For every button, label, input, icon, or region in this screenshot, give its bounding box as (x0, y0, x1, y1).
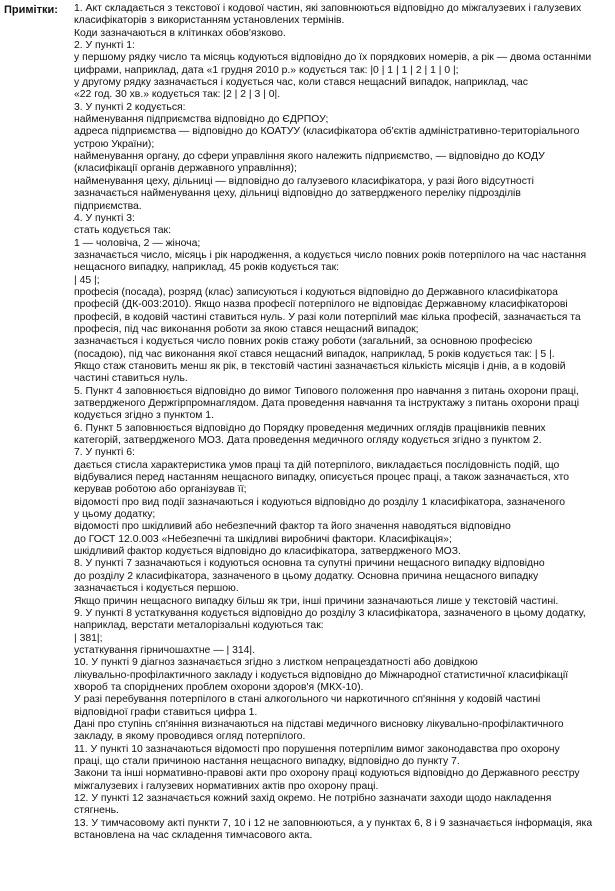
note-line: адреса підприємства — відповідно до КОАТУУ (класифікатора об'єктів адміністративно-територіального (74, 126, 580, 138)
note-line: (класифікації органів державного управління); (74, 163, 297, 175)
note-line: у другому рядку зазначається і кодується час, коли стався нещасний випадок, наприклад, час (74, 77, 528, 89)
note-line: | 45 |; (74, 274, 100, 286)
note-line: керував роботою або організував її; (74, 484, 247, 496)
note-line: стягнень. (74, 805, 119, 817)
note-line: відомості про шкідливий або небезпечний фактор та його значення наводяться відповідно (74, 521, 511, 533)
note-line: встановлена на час складення тимчасового акта. (74, 830, 313, 842)
note-line: нещасного випадку, наприклад, 45 років кодується так: (74, 262, 340, 274)
note-line: шкідливий фактор кодується відповідно до класифікатора, затвердженого МОЗ. (74, 546, 461, 558)
note-line: 10. У пункті 9 діагноз зазначається згідно з листком непрацездатності або довідкою (74, 657, 478, 669)
note-line: частині ставиться нуль. (74, 373, 188, 385)
note-line: устрою України); (74, 138, 155, 150)
note-line: | 381|; (74, 632, 103, 644)
note-line: відповідної графи ставиться цифра 1. (74, 706, 258, 718)
note-line: лікувально-профілактичного закладу і кодується відповідно до Міжнародної статистичної класифікації (74, 669, 569, 681)
note-line: професій, в кодовій частині ставиться нуль. У разі коли потерпілий має кілька професій, зазначається та (74, 311, 581, 323)
note-line: зазначається і кодується першою. (74, 583, 239, 595)
note-line: 8. У пункті 7 зазначаються і кодуються основна та супутні причини нещасного випадку відповідно (74, 558, 545, 570)
note-line: до ГОСТ 12.0.003 «Небезпечні та шкідливі виробничі фактори. Класифікація»; (74, 533, 452, 545)
note-line: класифікаторів з використанням установлених термінів. (74, 15, 345, 27)
note-line: підприємства. (74, 200, 142, 212)
note-line: 5. Пункт 4 заповнюється відповідно до вимог Типового положення про навчання з питань охорони праці, (74, 385, 579, 397)
note-line: 6. Пункт 5 заповнюється відповідно до Порядку проведення медичних оглядів працівників певних (74, 422, 546, 434)
note-line: 9. У пункті 8 устаткування кодується відповідно до розділу 3 класифікатора, зазначеного в цьому додатку, (74, 607, 586, 619)
note-line: професій (ДК-003:2010). Якщо назва професії потерпілого не відповідає Державному класифікаторові (74, 299, 568, 311)
note-line: до розділу 2 класифікатора, зазначеного в цьому додатку. Основна причина нещасного випадку (74, 570, 539, 582)
note-line: кодується згідно з пунктом 1. (74, 410, 214, 422)
note-line: «22 год. 30 хв.» кодується так: |2 | 2 | 3 | 0|. (74, 89, 281, 101)
note-line: (посадою), під час виконання якої стався нещасний випадок, наприклад, 5 років кодується так: | 5 |. (74, 348, 555, 360)
note-line: хвороб та споріднених проблем охорони здоров'я (МКХ-10). (74, 681, 364, 693)
note-line: цифрами, наприклад, дата «1 грудня 2010 р.» кодується так: |0 | 1 | 1 | 2 | 1 | 0 |; (74, 64, 459, 76)
notes-label: Примітки: (4, 4, 58, 16)
note-line: 11. У пункті 10 зазначаються відомості про порушення потерпілим вимог законодавства про охорону (74, 743, 560, 755)
note-line: відбувалися перед настанням нещасного випадку, описується процес праці, а також зазначається, хто (74, 472, 570, 484)
note-line: 3. У пункті 2 кодується: (74, 101, 186, 113)
note-line: 2. У пункті 1: (74, 40, 135, 52)
note-line: У разі перебування потерпілого в стані алкогольного чи наркотичного сп'яніння у кодовій частині (74, 694, 541, 706)
note-line: відомості про вид події зазначаються і кодуються відповідно до розділу 1 класифікатора, зазначеного (74, 496, 566, 508)
note-line: зазначається число, місяць і рік народження, а кодується число повних років потерпілого на час настання (74, 249, 587, 261)
note-line: 1 — чоловіча, 2 — жіноча; (74, 237, 201, 249)
note-line: закладу, в якому проводився огляд потерпілого. (74, 731, 306, 743)
note-line: Дані про ступінь сп'яніння визначаються на підставі медичного висновку лікувально-профілактичного (74, 718, 564, 730)
note-line: стать кодується так: (74, 225, 171, 237)
note-line: міжгалузевих і галузевих нормативних актів про охорону праці. (74, 780, 379, 792)
notes-body (74, 3, 612, 842)
note-line: у першому рядку число та місяць кодуються відповідно до їх порядкових номерів, а рік — двома останніми (74, 52, 592, 64)
note-line: професія, під час виконання роботи за якою стався нещасний випадок; (74, 323, 419, 335)
note-line: устаткування гірничошахтне — | 314|. (74, 644, 256, 656)
note-line: найменування підприємства відповідно до ЄДРПОУ; (74, 114, 329, 126)
note-line: 7. У пункті 6: (74, 447, 135, 459)
note-line: Коди зазначаються в клітинках обов'язково. (74, 27, 286, 39)
note-line: праці, що стали причиною настання нещасного випадку, відповідно до пункту 7. (74, 755, 460, 767)
note-line: найменування цеху, дільниці — відповідно до галузевого класифікатора, у разі його відсутності (74, 175, 534, 187)
note-line: зазначається і кодується число повних років стажу роботи (загальний, за основною професією (74, 336, 533, 348)
note-line: професія (посада), розряд (клас) записуються і кодуються відповідно до Державного класифікатора (74, 286, 558, 298)
note-line: зазначається найменування цеху, дільниці відповідно до затвердженого переліку підрозділів (74, 188, 521, 200)
note-line: Закони та інші нормативно-правові акти про охорону праці кодуються відповідно до Державного реєстру (74, 768, 580, 780)
note-line: 12. У пункті 12 зазначається кожний захід окремо. Не потрібно зазначати заходи щодо накладення (74, 793, 552, 804)
note-line: затвердженого Держгірпромнаглядом. Дата проведення навчання та інструктажу з питань охорони праці (74, 398, 580, 409)
note-line: 1. Акт складається з текстової і кодової частин, які заповнюються відповідно до міжгалузевих і галузевих (74, 3, 582, 14)
note-line: дається стисла характеристика умов праці та дій потерпілого, викладається послідовність подій, що (74, 459, 560, 471)
note-line: у цьому додатку; (74, 509, 156, 521)
note-line: 13. У тимчасовому акті пункти 7, 10 і 12 не заповнюються, а у пунктах 6, 8 і 9 зазначається інформація, яка (74, 817, 593, 829)
note-line: Якщо стаж становить менш як рік, в текстовій частині зазначається кількість місяців і днів, а в кодовій (74, 360, 566, 372)
note-line: 4. У пункті 3: (74, 212, 135, 224)
note-line: наприклад, верстати металорізальні кодуються так: (74, 620, 324, 632)
note-line: Якщо причин нещасного випадку більш як три, інші причини зазначаються лише у текстовій частині. (74, 595, 559, 607)
note-line: найменування органу, до сфери управління якого належить підприємство, — відповідно до КОДУ (74, 151, 545, 163)
note-line: категорій, затвердженого МОЗ. Дата проведення медичного огляду кодується згідно з пунктом 2. (74, 435, 542, 447)
